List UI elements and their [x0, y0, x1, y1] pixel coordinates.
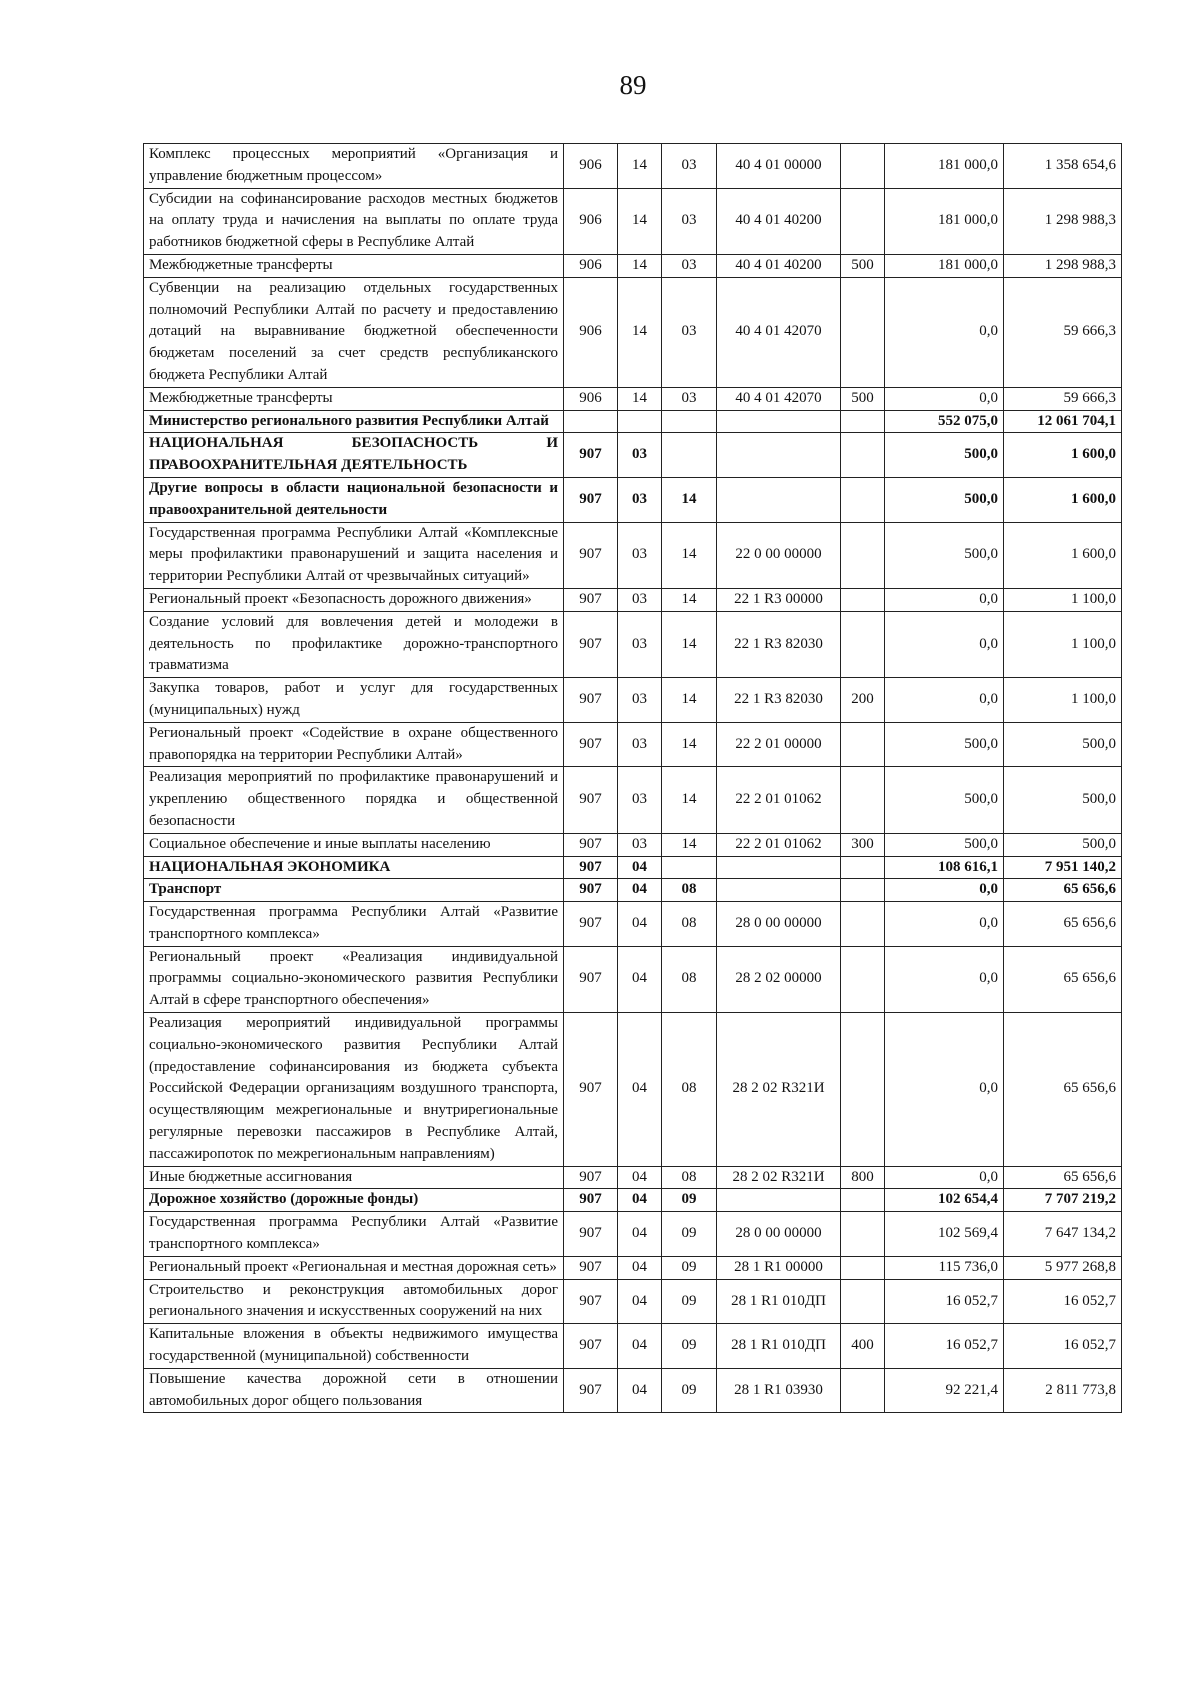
row-name-cell: Социальное обеспечение и иные выплаты населению: [144, 833, 564, 856]
expense-type-cell: [841, 1212, 885, 1257]
row-name-cell: Государственная программа Республики Алтай «Развитие транспортного комплекса»: [144, 902, 564, 947]
grbs-cell: 907: [564, 879, 618, 902]
podrazdel-cell: 08: [662, 902, 717, 947]
target-article-cell: 22 1 R3 82030: [717, 678, 841, 723]
podrazdel-cell: 14: [662, 833, 717, 856]
amount-2-cell: 1 100,0: [1004, 611, 1122, 677]
grbs-cell: 907: [564, 611, 618, 677]
table-row: [144, 833, 1122, 856]
target-article-cell: 28 1 R1 010ДП: [717, 1279, 841, 1324]
expense-type-cell: [841, 188, 885, 254]
row-name-cell: Региональный проект «Безопасность дорожного движения»: [144, 588, 564, 611]
amount-1-cell: 0,0: [885, 678, 1004, 723]
amount-2-cell: 1 298 988,3: [1004, 188, 1122, 254]
amount-2-cell: 1 600,0: [1004, 433, 1122, 478]
expense-type-cell: [841, 879, 885, 902]
expense-type-cell: [841, 277, 885, 387]
expense-type-cell: [841, 410, 885, 433]
row-name-cell: Иные бюджетные ассигнования: [144, 1166, 564, 1189]
razdel-cell: 03: [618, 477, 662, 522]
expense-type-cell: [841, 588, 885, 611]
razdel-cell: 03: [618, 678, 662, 723]
grbs-cell: 907: [564, 433, 618, 478]
expense-type-cell: 500: [841, 254, 885, 277]
razdel-cell: 03: [618, 722, 662, 767]
amount-2-cell: 65 656,6: [1004, 946, 1122, 1012]
grbs-cell: 907: [564, 1279, 618, 1324]
row-name-cell: Строительство и реконструкция автомобильных дорог регионального значения и искусственных сооружений на них: [144, 1279, 564, 1324]
target-article-cell: 28 1 R1 00000: [717, 1256, 841, 1279]
podrazdel-cell: 03: [662, 188, 717, 254]
amount-2-cell: 59 666,3: [1004, 387, 1122, 410]
table-row: [144, 433, 1122, 478]
row-name-cell: Государственная программа Республики Алтай «Развитие транспортного комплекса»: [144, 1212, 564, 1257]
target-article-cell: 22 0 00 00000: [717, 522, 841, 588]
podrazdel-cell: 08: [662, 1166, 717, 1189]
amount-1-cell: 0,0: [885, 1013, 1004, 1167]
amount-2-cell: 65 656,6: [1004, 1166, 1122, 1189]
grbs-cell: 907: [564, 902, 618, 947]
row-name-cell: Повышение качества дорожной сети в отношении автомобильных дорог общего пользования: [144, 1368, 564, 1413]
target-article-cell: 40 4 01 40200: [717, 254, 841, 277]
amount-1-cell: 115 736,0: [885, 1256, 1004, 1279]
grbs-cell: 907: [564, 1324, 618, 1369]
target-article-cell: 40 4 01 40200: [717, 188, 841, 254]
row-name-cell: Субвенции на реализацию отдельных государственных полномочий Республики Алтай по расчету и предоставлению дотаций на выравнивание бюджетной обеспеченности бюджетам поселений за счет средств республиканского бюджета Республики Алтай: [144, 277, 564, 387]
row-name-cell: НАЦИОНАЛЬНАЯ БЕЗОПАСНОСТЬ И ПРАВООХРАНИТЕЛЬНАЯ ДЕЯТЕЛЬНОСТЬ: [144, 433, 564, 478]
expense-type-cell: [841, 477, 885, 522]
grbs-cell: 907: [564, 1189, 618, 1212]
target-article-cell: [717, 856, 841, 879]
amount-1-cell: 500,0: [885, 433, 1004, 478]
razdel-cell: 04: [618, 1324, 662, 1369]
target-article-cell: [717, 433, 841, 478]
grbs-cell: 907: [564, 767, 618, 833]
row-name-cell: Межбюджетные трансферты: [144, 254, 564, 277]
amount-1-cell: 108 616,1: [885, 856, 1004, 879]
amount-1-cell: 181 000,0: [885, 188, 1004, 254]
expense-type-cell: [841, 722, 885, 767]
amount-2-cell: 7 647 134,2: [1004, 1212, 1122, 1257]
amount-2-cell: 1 100,0: [1004, 678, 1122, 723]
table-row: [144, 1189, 1122, 1212]
amount-1-cell: 0,0: [885, 1166, 1004, 1189]
expense-type-cell: [841, 611, 885, 677]
target-article-cell: 28 0 00 00000: [717, 1212, 841, 1257]
podrazdel-cell: 03: [662, 277, 717, 387]
amount-1-cell: 0,0: [885, 611, 1004, 677]
grbs-cell: [564, 410, 618, 433]
expense-type-cell: [841, 433, 885, 478]
grbs-cell: 906: [564, 277, 618, 387]
razdel-cell: 14: [618, 387, 662, 410]
podrazdel-cell: 14: [662, 678, 717, 723]
amount-1-cell: 0,0: [885, 902, 1004, 947]
razdel-cell: 04: [618, 902, 662, 947]
amount-1-cell: 500,0: [885, 833, 1004, 856]
target-article-cell: 28 0 00 00000: [717, 902, 841, 947]
table-row: [144, 767, 1122, 833]
expense-type-cell: 800: [841, 1166, 885, 1189]
podrazdel-cell: 14: [662, 522, 717, 588]
podrazdel-cell: 09: [662, 1368, 717, 1413]
expense-type-cell: [841, 946, 885, 1012]
target-article-cell: 40 4 01 42070: [717, 277, 841, 387]
grbs-cell: 907: [564, 1256, 618, 1279]
razdel-cell: 03: [618, 433, 662, 478]
table-row: [144, 1013, 1122, 1167]
table-row: [144, 522, 1122, 588]
expense-type-cell: [841, 522, 885, 588]
razdel-cell: [618, 410, 662, 433]
razdel-cell: 04: [618, 856, 662, 879]
podrazdel-cell: 14: [662, 477, 717, 522]
table-row: [144, 678, 1122, 723]
razdel-cell: 04: [618, 1166, 662, 1189]
row-name-cell: Другие вопросы в области национальной безопасности и правоохранительной деятельности: [144, 477, 564, 522]
row-name-cell: Реализация мероприятий по профилактике правонарушений и укреплению общественного порядка и общественной безопасности: [144, 767, 564, 833]
table-row: [144, 1166, 1122, 1189]
table-row: [144, 856, 1122, 879]
grbs-cell: 906: [564, 387, 618, 410]
table-row: [144, 477, 1122, 522]
amount-2-cell: 5 977 268,8: [1004, 1256, 1122, 1279]
razdel-cell: 03: [618, 522, 662, 588]
table-row: [144, 902, 1122, 947]
target-article-cell: 22 2 01 01062: [717, 767, 841, 833]
podrazdel-cell: 08: [662, 1013, 717, 1167]
grbs-cell: 907: [564, 588, 618, 611]
target-article-cell: 28 2 02 R321И: [717, 1013, 841, 1167]
target-article-cell: 22 2 01 01062: [717, 833, 841, 856]
amount-2-cell: 16 052,7: [1004, 1324, 1122, 1369]
target-article-cell: 22 1 R3 82030: [717, 611, 841, 677]
page-number: 89: [619, 70, 647, 100]
podrazdel-cell: 09: [662, 1189, 717, 1212]
grbs-cell: 907: [564, 477, 618, 522]
row-name-cell: Транспорт: [144, 879, 564, 902]
razdel-cell: 04: [618, 1279, 662, 1324]
grbs-cell: 907: [564, 856, 618, 879]
podrazdel-cell: 09: [662, 1212, 717, 1257]
amount-2-cell: 65 656,6: [1004, 902, 1122, 947]
table-row: [144, 387, 1122, 410]
amount-2-cell: 1 100,0: [1004, 588, 1122, 611]
grbs-cell: 907: [564, 833, 618, 856]
amount-1-cell: 102 654,4: [885, 1189, 1004, 1212]
target-article-cell: 28 2 02 00000: [717, 946, 841, 1012]
table-row: [144, 1324, 1122, 1369]
amount-1-cell: 552 075,0: [885, 410, 1004, 433]
podrazdel-cell: [662, 433, 717, 478]
grbs-cell: 907: [564, 946, 618, 1012]
expense-type-cell: [841, 767, 885, 833]
expense-type-cell: [841, 1013, 885, 1167]
razdel-cell: 03: [618, 833, 662, 856]
podrazdel-cell: 03: [662, 387, 717, 410]
amount-1-cell: 0,0: [885, 946, 1004, 1012]
podrazdel-cell: 09: [662, 1324, 717, 1369]
table-row: [144, 188, 1122, 254]
amount-2-cell: 1 600,0: [1004, 522, 1122, 588]
expense-type-cell: 300: [841, 833, 885, 856]
grbs-cell: 907: [564, 678, 618, 723]
table-row: [144, 254, 1122, 277]
target-article-cell: [717, 879, 841, 902]
target-article-cell: [717, 410, 841, 433]
amount-2-cell: 1 298 988,3: [1004, 254, 1122, 277]
razdel-cell: 03: [618, 611, 662, 677]
amount-2-cell: 65 656,6: [1004, 879, 1122, 902]
target-article-cell: [717, 477, 841, 522]
amount-1-cell: 0,0: [885, 588, 1004, 611]
amount-2-cell: 1 600,0: [1004, 477, 1122, 522]
row-name-cell: Комплекс процессных мероприятий «Организация и управление бюджетным процессом»: [144, 144, 564, 189]
razdel-cell: 14: [618, 277, 662, 387]
razdel-cell: 03: [618, 767, 662, 833]
amount-2-cell: 500,0: [1004, 833, 1122, 856]
expense-type-cell: [841, 1189, 885, 1212]
table-row: [144, 611, 1122, 677]
table-row: [144, 410, 1122, 433]
grbs-cell: 907: [564, 722, 618, 767]
podrazdel-cell: 08: [662, 879, 717, 902]
amount-1-cell: 16 052,7: [885, 1324, 1004, 1369]
grbs-cell: 907: [564, 1368, 618, 1413]
grbs-cell: 907: [564, 522, 618, 588]
amount-2-cell: 16 052,7: [1004, 1279, 1122, 1324]
grbs-cell: 906: [564, 254, 618, 277]
grbs-cell: 907: [564, 1166, 618, 1189]
podrazdel-cell: [662, 856, 717, 879]
razdel-cell: 04: [618, 1189, 662, 1212]
table-row: [144, 1279, 1122, 1324]
amount-2-cell: 7 951 140,2: [1004, 856, 1122, 879]
table-row: [144, 1256, 1122, 1279]
grbs-cell: 907: [564, 1013, 618, 1167]
target-article-cell: 22 2 01 00000: [717, 722, 841, 767]
amount-1-cell: 500,0: [885, 722, 1004, 767]
row-name-cell: Межбюджетные трансферты: [144, 387, 564, 410]
table-row: [144, 277, 1122, 387]
razdel-cell: 04: [618, 1368, 662, 1413]
grbs-cell: 907: [564, 1212, 618, 1257]
expense-type-cell: [841, 144, 885, 189]
razdel-cell: 14: [618, 254, 662, 277]
podrazdel-cell: 09: [662, 1279, 717, 1324]
expense-type-cell: [841, 1368, 885, 1413]
table-row: [144, 722, 1122, 767]
table-row: [144, 1368, 1122, 1413]
amount-1-cell: 181 000,0: [885, 254, 1004, 277]
podrazdel-cell: 03: [662, 144, 717, 189]
budget-table-body: [144, 144, 1122, 1413]
razdel-cell: 04: [618, 1256, 662, 1279]
expense-type-cell: [841, 1279, 885, 1324]
amount-1-cell: 92 221,4: [885, 1368, 1004, 1413]
amount-1-cell: 500,0: [885, 477, 1004, 522]
row-name-cell: Министерство регионального развития Республики Алтай: [144, 410, 564, 433]
amount-1-cell: 102 569,4: [885, 1212, 1004, 1257]
amount-2-cell: 65 656,6: [1004, 1013, 1122, 1167]
expense-type-cell: [841, 1256, 885, 1279]
budget-table: [143, 143, 1122, 1413]
podrazdel-cell: [662, 410, 717, 433]
razdel-cell: 04: [618, 946, 662, 1012]
table-row: [144, 879, 1122, 902]
amount-2-cell: 2 811 773,8: [1004, 1368, 1122, 1413]
amount-1-cell: 0,0: [885, 387, 1004, 410]
podrazdel-cell: 14: [662, 722, 717, 767]
razdel-cell: 04: [618, 1212, 662, 1257]
target-article-cell: 28 2 02 R321И: [717, 1166, 841, 1189]
row-name-cell: Создание условий для вовлечения детей и молодежи в деятельность по профилактике дорожно-транспортного травматизма: [144, 611, 564, 677]
row-name-cell: Реализация мероприятий индивидуальной программы социально-экономического развития Республики Алтай (предоставление софинансирования из бюджета субъекта Российской Федерации организациям воздушного транспорта, осуществляющим межрегиональные и внутрирегиональные регулярные перевозки пассажиров в Республике Алтай, пассажиропоток по межрегиональным направлениям): [144, 1013, 564, 1167]
row-name-cell: Региональный проект «Региональная и местная дорожная сеть»: [144, 1256, 564, 1279]
amount-2-cell: 59 666,3: [1004, 277, 1122, 387]
amount-2-cell: 500,0: [1004, 767, 1122, 833]
table-row: [144, 1212, 1122, 1257]
amount-1-cell: 181 000,0: [885, 144, 1004, 189]
razdel-cell: 14: [618, 144, 662, 189]
amount-2-cell: 7 707 219,2: [1004, 1189, 1122, 1212]
razdel-cell: 04: [618, 1013, 662, 1167]
amount-1-cell: 500,0: [885, 522, 1004, 588]
row-name-cell: Закупка товаров, работ и услуг для государственных (муниципальных) нужд: [144, 678, 564, 723]
table-row: [144, 946, 1122, 1012]
amount-1-cell: 500,0: [885, 767, 1004, 833]
expense-type-cell: [841, 856, 885, 879]
razdel-cell: 14: [618, 188, 662, 254]
grbs-cell: 906: [564, 144, 618, 189]
podrazdel-cell: 14: [662, 767, 717, 833]
table-row: [144, 588, 1122, 611]
table-row: [144, 144, 1122, 189]
podrazdel-cell: 14: [662, 611, 717, 677]
expense-type-cell: [841, 902, 885, 947]
podrazdel-cell: 09: [662, 1256, 717, 1279]
amount-1-cell: 16 052,7: [885, 1279, 1004, 1324]
row-name-cell: Капитальные вложения в объекты недвижимого имущества государственной (муниципальной) собственности: [144, 1324, 564, 1369]
amount-2-cell: 12 061 704,1: [1004, 410, 1122, 433]
target-article-cell: [717, 1189, 841, 1212]
row-name-cell: Региональный проект «Содействие в охране общественного правопорядка на территории Республики Алтай»: [144, 722, 564, 767]
grbs-cell: 906: [564, 188, 618, 254]
razdel-cell: 03: [618, 588, 662, 611]
expense-type-cell: 500: [841, 387, 885, 410]
razdel-cell: 04: [618, 879, 662, 902]
amount-2-cell: 500,0: [1004, 722, 1122, 767]
amount-1-cell: 0,0: [885, 277, 1004, 387]
row-name-cell: Региональный проект «Реализация индивидуальной программы социально-экономического развития Республики Алтай в сфере транспортного обеспечения»: [144, 946, 564, 1012]
target-article-cell: 22 1 R3 00000: [717, 588, 841, 611]
expense-type-cell: 400: [841, 1324, 885, 1369]
expense-type-cell: 200: [841, 678, 885, 723]
row-name-cell: Государственная программа Республики Алтай «Комплексные меры профилактики правонарушений и защита населения и территории Республики Алтай от чрезвычайных ситуаций»: [144, 522, 564, 588]
row-name-cell: Дорожное хозяйство (дорожные фонды): [144, 1189, 564, 1212]
row-name-cell: Субсидии на софинансирование расходов местных бюджетов на оплату труда и начисления на выплаты по оплате труда работников бюджетной сферы в Республике Алтай: [144, 188, 564, 254]
podrazdel-cell: 08: [662, 946, 717, 1012]
target-article-cell: 28 1 R1 010ДП: [717, 1324, 841, 1369]
row-name-cell: НАЦИОНАЛЬНАЯ ЭКОНОМИКА: [144, 856, 564, 879]
target-article-cell: 40 4 01 42070: [717, 387, 841, 410]
target-article-cell: 28 1 R1 03930: [717, 1368, 841, 1413]
amount-1-cell: 0,0: [885, 879, 1004, 902]
podrazdel-cell: 03: [662, 254, 717, 277]
target-article-cell: 40 4 01 00000: [717, 144, 841, 189]
amount-2-cell: 1 358 654,6: [1004, 144, 1122, 189]
podrazdel-cell: 14: [662, 588, 717, 611]
